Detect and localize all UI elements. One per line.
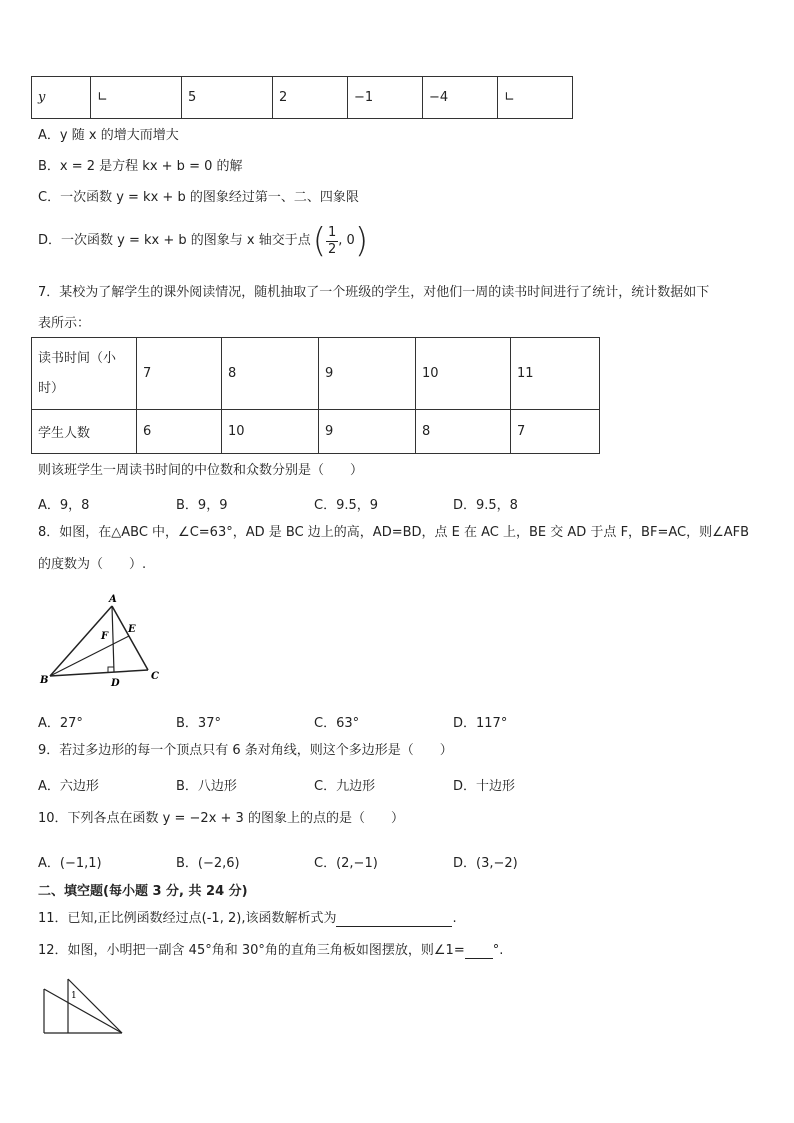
q7-cell: 11	[511, 338, 600, 410]
segment-be	[50, 636, 129, 676]
q7-cell: 8	[416, 410, 511, 454]
q6-cell: −1	[348, 77, 423, 119]
point-coordinate	[312, 221, 369, 261]
option-letter: C．	[38, 190, 61, 205]
q8-stem-line2: 的度数为（ ）.	[38, 557, 147, 572]
q12-end: °.	[492, 943, 504, 958]
q7-cell: 10	[222, 410, 319, 454]
q11-stem: 11．已知,正比例函数经过点(-1, 2),该函数解析式为	[38, 911, 337, 926]
option-letter: B．	[38, 159, 60, 174]
right-paren: )	[354, 221, 369, 261]
q8-option-c: C．63°	[314, 716, 360, 731]
option-text: 一次函数 y = kx + b 的图象与 x 轴交于点	[61, 233, 311, 249]
q10-option-b: B．(−2,6)	[176, 856, 240, 871]
label-d: D	[111, 678, 120, 689]
q10-stem: 10．下列各点在函数 y = −2x + 3 的图象上的点的是（ ）	[38, 811, 404, 826]
q6-value-table	[31, 76, 573, 119]
q8-option-b: B．37°	[176, 716, 221, 731]
fraction-denominator: 2	[328, 241, 337, 257]
q6-option-c	[38, 190, 359, 206]
label-c: C	[151, 671, 159, 682]
right-angle-mark	[108, 667, 114, 672]
option-letter: D．	[38, 233, 62, 249]
q7-cell: 6	[137, 410, 222, 454]
q10-option-c: C．(2,−1)	[314, 856, 378, 871]
side-ac	[112, 606, 148, 670]
q11-answer-blank[interactable]	[336, 912, 452, 927]
label-a: A	[109, 594, 117, 605]
q7-cell: 9	[319, 410, 416, 454]
side-bc	[50, 670, 148, 676]
angle-1-label: 1	[71, 991, 77, 1001]
fraction	[326, 225, 338, 257]
q7-option-c: C．9.5，9	[314, 498, 379, 513]
q11-line	[38, 911, 457, 927]
section-heading: 二、填空题(每小题 3 分, 共 24 分)	[38, 884, 248, 899]
q9-option-c: C．九边形	[314, 779, 376, 794]
fraction-numerator: 1	[328, 224, 337, 240]
q9-option-b: B．八边形	[176, 779, 237, 794]
q11-end: .	[452, 911, 457, 926]
q8-triangle-figure	[38, 590, 168, 690]
q10-option-d: D．(3,−2)	[453, 856, 518, 871]
q7-data-table	[31, 337, 600, 454]
left-paren: (	[312, 221, 326, 261]
q6-cell: 2	[273, 77, 348, 119]
q6-option-d	[38, 221, 369, 261]
header-line: 时）	[38, 380, 65, 396]
option-text: x = 2 是方程 kx + b = 0 的解	[59, 159, 243, 174]
q6-option-b	[38, 159, 243, 175]
q7-stem-line2: 表所示：	[38, 316, 91, 331]
q12-stem: 12．如图，小明把一副含 45°角和 30°角的直角三角板如图摆放，则∠1=	[38, 943, 465, 958]
q8-stem-line1: 8．如图，在△ABC 中，∠C=63°，AD 是 BC 边上的高，AD=BD，点 E 在 AC 上，BE 交 AD 于点 F，BF=AC，则∠AFB	[38, 525, 750, 540]
q9-stem: 9．若过多边形的每一个顶点只有 6 条对角线，则这个多边形是（ ）	[38, 743, 453, 758]
q7-option-a: A．9，8	[38, 498, 90, 513]
option-text: y 随 x 的增大而增大	[59, 128, 179, 143]
q12-answer-blank[interactable]	[465, 944, 493, 959]
q7-cell: 7	[511, 410, 600, 454]
q6-cell-y: y	[32, 77, 91, 119]
altitude-ad	[112, 606, 114, 672]
label-e: E	[128, 624, 136, 635]
option-text: 一次函数 y = kx + b 的图象经过第一、二、四象限	[60, 190, 359, 205]
q7-cell: 8	[222, 338, 319, 410]
q7-cell: 9	[319, 338, 416, 410]
q8-option-a: A．27°	[38, 716, 83, 731]
option-letter: A．	[38, 128, 60, 143]
q12-line	[38, 943, 503, 959]
coordinate-rest: , 0	[338, 233, 355, 249]
q9-option-d: D．十边形	[453, 779, 516, 794]
q7-option-d: D．9.5，8	[453, 498, 518, 513]
q6-cell: ∟	[498, 77, 573, 119]
q7-header-reading-time	[32, 338, 137, 410]
q7-header-student-count: 学生人数	[32, 410, 137, 454]
q6-cell: ∟	[91, 77, 182, 119]
header-line: 读书时间（小	[38, 350, 117, 366]
q8-option-d: D．117°	[453, 716, 508, 731]
q9-option-a: A．六边形	[38, 779, 99, 794]
q6-cell: 5	[182, 77, 273, 119]
q7-question: 则该班学生一周读书时间的中位数和众数分别是（ ）	[38, 463, 364, 478]
q6-cell: −4	[423, 77, 498, 119]
q7-cell: 10	[416, 338, 511, 410]
q10-option-a: A．(−1,1)	[38, 856, 102, 871]
q7-option-b: B．9，9	[176, 498, 228, 513]
label-f: F	[101, 631, 109, 642]
triangle-edge	[44, 989, 122, 1033]
q7-cell: 7	[137, 338, 222, 410]
triangle-edge	[68, 979, 122, 1033]
q6-option-a	[38, 128, 179, 144]
q7-stem-line1: 7．某校为了解学生的课外阅读情况，随机抽取了一个班级的学生，对他们一周的读书时间进行了统计，统计数据如下	[38, 285, 710, 300]
q12-set-squares-figure	[38, 975, 130, 1037]
label-b: B	[40, 675, 49, 686]
